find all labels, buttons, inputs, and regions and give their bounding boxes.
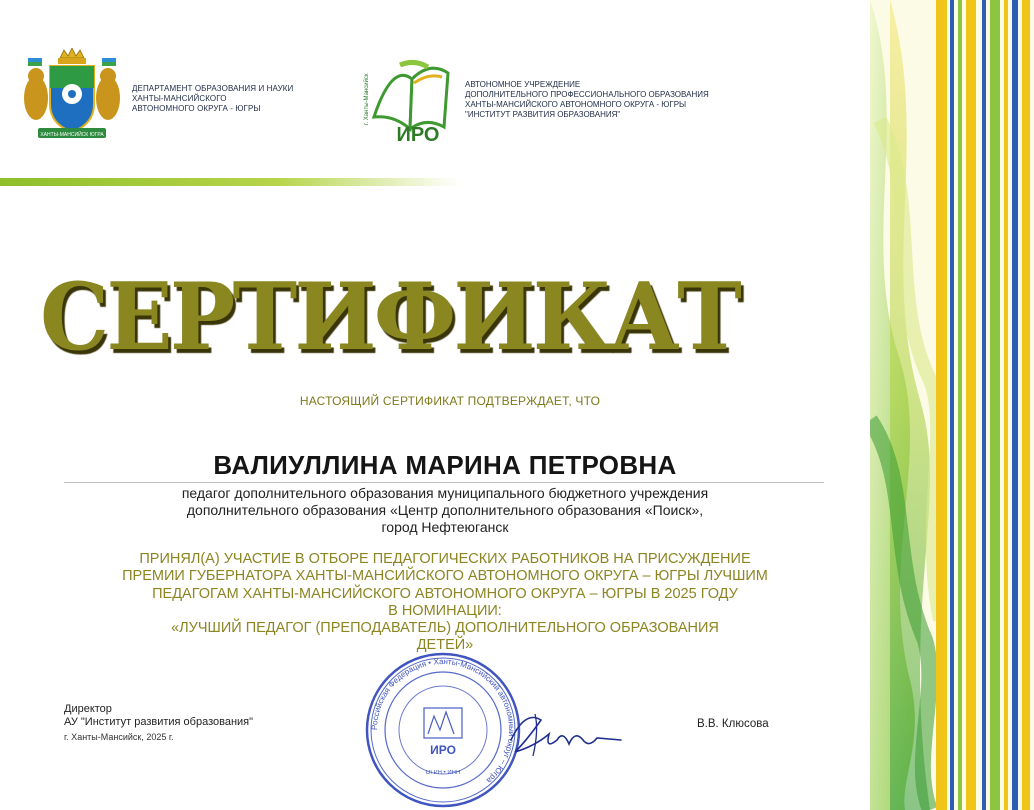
nomination-line: ПРИНЯЛ(А) УЧАСТИЕ В ОТБОРЕ ПЕДАГОГИЧЕСКИХ РАБОТНИКОВ НА ПРИСУЖДЕНИЕ — [139, 551, 751, 567]
recipient-name: ВАЛИУЛЛИНА МАРИНА ПЕТРОВНА — [213, 450, 677, 480]
institute-line: ХАНТЫ-МАНСИЙСКОГО АВТОНОМНОГО ОКРУГА - ЮГРЫ — [465, 100, 687, 109]
signatory-organization: АУ "Институт развития образования" — [64, 716, 254, 728]
certificate-title: СЕРТИФИКАТ — [40, 262, 739, 371]
nomination-line: «ЛУЧШИЙ ПЕДАГОГ (ПРЕПОДАВАТЕЛЬ) ДОПОЛНИТЕЛЬНОГО ОБРАЗОВАНИЯ — [171, 620, 719, 637]
header-divider — [0, 178, 460, 186]
position-line: город Нефтеюганск — [381, 519, 509, 535]
iro-logo — [360, 55, 456, 143]
iro-logo-text: ИРО — [396, 124, 440, 143]
stamp-ring-text: Российская Федерация • Ханты-Мансийский автономный округ – Югра — [369, 656, 517, 786]
emblem-motto: ХАНТЫ-МАНСИЙСК ЮГРА — [40, 132, 104, 138]
title-container — [0, 262, 870, 382]
nomination-line: В НОМИНАЦИИ: — [388, 602, 502, 619]
position-line: дополнительного образования «Центр дополнительного образования «Поиск», — [186, 502, 704, 518]
signer-name: В.В. Клюсова — [697, 718, 769, 730]
iro-logo-side-text: г. Ханты-Мансийск — [364, 73, 370, 125]
nomination-line: ДЕТЕЙ» — [416, 637, 474, 654]
decorative-stripes — [870, 0, 1034, 810]
coat-of-arms-emblem — [20, 48, 124, 140]
nomination-line: ПЕДАГОГАМ ХАНТЫ-МАНСИЙСКОГО АВТОНОМНОГО ОКРУГА – ЮГРЫ В 2025 ГОДУ — [152, 585, 738, 602]
institute-line: "ИНСТИТУТ РАЗВИТИЯ ОБРАЗОВАНИЯ" — [465, 110, 621, 119]
institute-line: АВТОНОМНОЕ УЧРЕЖДЕНИЕ — [465, 80, 581, 89]
institute-line: ДОПОЛНИТЕЛЬНОГО ПРОФЕССИОНАЛЬНОГО ОБРАЗОВАНИЯ — [465, 90, 709, 99]
nomination-text — [60, 551, 830, 655]
stamp-bottom-text: ОГРН • ИНН — [425, 770, 461, 776]
signatory-block — [64, 703, 253, 744]
department-line: АВТОНОМНОГО ОКРУГА - ЮГРЫ — [132, 104, 261, 113]
department-line: ДЕПАРТАМЕНТ ОБРАЗОВАНИЯ И НАУКИ — [132, 84, 294, 93]
confirms-text: НАСТОЯЩИЙ СЕРТИФИКАТ ПОДТВЕРЖДАЕТ, ЧТО — [299, 394, 601, 408]
nomination-line: ПРЕМИИ ГУБЕРНАТОРА ХАНТЫ-МАНСИЙСКОГО АВТОНОМНОГО ОКРУГА – ЮГРЫ ЛУЧШИМ — [122, 568, 768, 585]
official-stamp — [358, 650, 528, 810]
department-name — [132, 84, 293, 114]
recipient-position — [100, 485, 790, 536]
stamp-inner-text: ИРО — [430, 743, 456, 757]
city-year: г. Ханты-Мансийск, 2025 г. — [64, 732, 174, 742]
signatory-role: Директор — [64, 703, 112, 715]
institute-name — [465, 80, 709, 120]
name-underline — [64, 482, 824, 483]
position-line: педагог дополнительного образования муниципального бюджетного учреждения — [181, 485, 709, 501]
department-line: ХАНТЫ-МАНСИЙСКОГО — [132, 94, 227, 103]
handwritten-signature — [505, 700, 625, 770]
